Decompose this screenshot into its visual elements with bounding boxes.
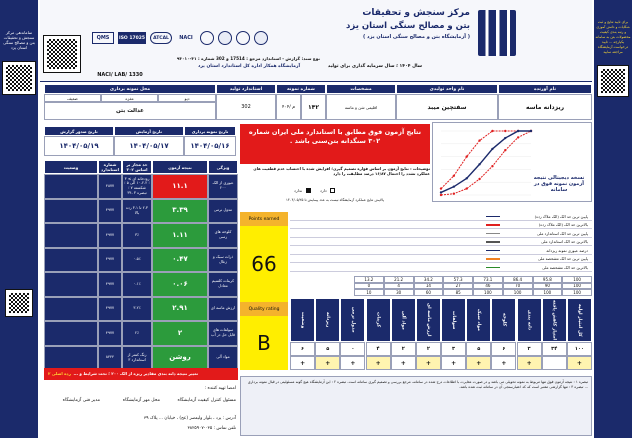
legend-label: پایین ترین حد الک مشخصه ملی xyxy=(537,256,588,261)
chart-point-lower-1 xyxy=(453,193,455,195)
logo-seal-4 xyxy=(254,31,268,45)
sieve-cell: 0 xyxy=(354,283,384,290)
specs-cell: سولفات های قابل حل در آب xyxy=(208,321,238,346)
criteria-header-cell: وضعیت xyxy=(290,298,315,342)
specs-cell xyxy=(44,174,98,199)
header-qr-code[interactable] xyxy=(44,36,80,72)
specs-cell xyxy=(44,223,98,248)
specs-cell: ۲.۹۱ xyxy=(152,297,208,322)
criteria-header-cell: کل امتیاز اولیه xyxy=(567,298,592,342)
result-ok-label: دارد xyxy=(320,188,327,193)
specs-cell xyxy=(44,199,98,224)
sieve-cell: 57.3 xyxy=(443,276,473,283)
chart-point-lower-4 xyxy=(491,165,493,167)
specs-cell: ۳.۳۹ xyxy=(152,199,208,224)
sieve-cell: 70 xyxy=(503,283,533,290)
legend-row xyxy=(290,246,592,255)
legend-label: بالاترین حد الک (الک ملاک رده) xyxy=(538,222,588,227)
points-value: 66 xyxy=(240,226,288,302)
criteria-header-cell: مواد آلی xyxy=(391,298,416,342)
legend-swatch xyxy=(486,233,500,235)
chart-point-lower-3 xyxy=(478,178,480,180)
footer-sig-3: محل مهر آزمایشگاه xyxy=(122,398,160,403)
criteria-score-cell: ۳ xyxy=(517,342,542,356)
criteria-mark-cell xyxy=(542,356,567,370)
chart-panel xyxy=(432,122,592,202)
legend-row xyxy=(290,221,592,230)
specs-cell: ۴۹۷۷ xyxy=(98,223,122,248)
criteria-mark-cell: + xyxy=(416,356,441,370)
legend-row xyxy=(290,263,592,272)
specs-cell: ۳٪ xyxy=(122,223,152,248)
criteria-header-cell: مواد سبک xyxy=(466,298,491,342)
sieve-cell: 13.2 xyxy=(354,276,384,283)
rating-value: B xyxy=(240,316,288,370)
legend-row xyxy=(290,229,592,238)
specs-cell: ۴۸۷۷ xyxy=(98,174,122,199)
footer-address: آدرس : یزد ، بلوار ولیعصر (عج) ، خیابان ... پلاک ۳۹ xyxy=(143,416,236,421)
left-qr-code-2[interactable] xyxy=(6,290,32,316)
info-h-loc: مشخصات xyxy=(326,84,396,94)
specs-cell: ۲٪ xyxy=(122,321,152,346)
info-v-sample-b: ۴۰۴/ م xyxy=(276,94,301,120)
left-panel-text: ساماندهی مرکز سنجش و تحقیقات بتن و مصالح سنگی استان یزد xyxy=(3,30,35,50)
specs-header-cell: حد مجاز بر اساس ۳۰۲ xyxy=(122,160,152,174)
sieve-cell: 100 xyxy=(562,289,592,296)
criteria-score-cell: ۳ xyxy=(441,342,466,356)
result-ok-box[interactable] xyxy=(330,188,335,193)
chart-point-upper-2 xyxy=(466,155,468,157)
chart-point-upper-1 xyxy=(453,175,455,177)
criteria-mark-cell: + xyxy=(517,356,542,370)
chart-point-lower-6 xyxy=(517,136,519,138)
right-qr-code[interactable] xyxy=(598,66,628,96)
footer-notes: تبصره ۱ : نتیجه آزمون فوق تنها مربوط به نمونه تحویلی می باشد و در صورت مغایرت با اطلاعات درج شده در سامانه، مرجع بررسی و تصمیم گیری سامانه است. تبصره ۲ : این آزمایشگاه هیچ گونه مسئولیتی در قبال نمونه برداری ... تبصره ۳ : تنها گزارشی معتبر است که کد اعتبارسنجی آن در سامانه ثبت شده باشد. xyxy=(247,380,588,390)
sieve-cell: 21.2 xyxy=(384,276,414,283)
specs-header-cell: ویژگی xyxy=(208,160,238,174)
criteria-score-cell: ۰ xyxy=(340,342,365,356)
logo-naci: NACI xyxy=(179,35,193,41)
doc-info: نوع سند: گزارش - استاندارد مرجع : 17514 و 302 شماره : ۳۱-۹۳۰۱۰ xyxy=(176,56,320,61)
criteria-header-cell: سولفات xyxy=(441,298,466,342)
specs-cell: کربنات کلسیم معادل xyxy=(208,272,238,297)
result-no-box[interactable] xyxy=(306,188,311,193)
result-no-label: ندارد xyxy=(294,188,303,193)
criteria-header-cell: دانه بندی xyxy=(517,298,542,342)
criteria-mark-cell: + xyxy=(315,356,340,370)
sieve-table xyxy=(354,276,592,296)
sieve-cell: 100 xyxy=(473,289,503,296)
info-place-h3: ضعیف xyxy=(44,94,101,102)
legend-row xyxy=(290,238,592,247)
result-note: توضیحات : نتایج آزمون بر اساس فواره تصمیم گیری؛ افزایش شده با احتساب عدم قطعیت های عملکرد تشدد را اختمال ۱۶/۸۷ درصد مطابقت را دارد xyxy=(253,166,430,176)
criteria-mark-cell: + xyxy=(391,356,416,370)
sieve-cell: 100 xyxy=(533,289,563,296)
specs-cell: ۴۹۷۷ xyxy=(98,297,122,322)
info-h-project: نام آورنده xyxy=(498,84,592,94)
info-table xyxy=(44,84,592,120)
specs-cell: ۱.۱۱ xyxy=(152,223,208,248)
logo-seal-1 xyxy=(200,31,214,45)
sieve-cell: 4 xyxy=(384,283,414,290)
chart-point-lower-2 xyxy=(466,187,468,189)
sieve-cell: 100 xyxy=(503,289,533,296)
legend-table xyxy=(290,212,592,274)
specs-cell: ۲ xyxy=(152,321,208,346)
info-h-seller: نام واحد تولیدی xyxy=(396,84,498,94)
specs-table xyxy=(44,160,238,370)
legend-swatch xyxy=(486,250,500,252)
specs-cell: ۴۹۷۷ xyxy=(98,248,122,273)
criteria-table xyxy=(290,298,592,370)
criteria-mark-cell: + xyxy=(466,356,491,370)
criteria-header-cell: کلوخه xyxy=(491,298,516,342)
footer-phone: تلفن تماس : ۰۳۵-۳۸۲۵۹۰۷ xyxy=(187,426,236,431)
logo-building-icon xyxy=(478,10,516,56)
logo-seal-2 xyxy=(218,31,232,45)
legend-label: پایین ترین حد الک استاندارد ملی xyxy=(536,230,588,236)
specs-cell: ۴۹۷۷ xyxy=(98,199,122,224)
date-h-report: تاریخ صدور گزارش xyxy=(44,126,114,136)
specs-cell: ۲.۳ تا ۳.۱ رده بالا xyxy=(122,199,152,224)
specs-header-cell: وضعیت xyxy=(44,160,98,174)
date-v-sampling: ۱۴۰۴/۰۵/۱۶ xyxy=(184,136,236,156)
sieve-cell: 95.8 xyxy=(533,276,563,283)
legend-label: پایین ترین حد الک (الک ملاک رده) xyxy=(534,213,588,219)
specs-cell: ۰.۱٪ xyxy=(122,272,152,297)
criteria-mark-cell: + xyxy=(290,356,315,370)
sieve-cell: 34.2 xyxy=(414,276,444,283)
accreditation-code: NACI/ LAB/ 1330 xyxy=(97,72,143,78)
sieve-cell: 100 xyxy=(562,283,592,290)
specs-cell: ۰.۰۶ xyxy=(152,272,208,297)
footer-sig-4: مدیر فنی آزمایشگاه xyxy=(62,398,100,403)
chart-point-lower-0 xyxy=(440,194,442,196)
specs-header-cell: نتیجه آزمون xyxy=(152,160,208,174)
specs-cell: ارزش ماسه ای xyxy=(208,297,238,322)
chart-point-upper-3 xyxy=(478,139,480,141)
logo-iso: ISO 17025 xyxy=(118,32,146,44)
info-v-seller: سفتچین میبد xyxy=(396,94,498,120)
chart-point-sample-7 xyxy=(530,130,532,132)
criteria-mark-cell: + xyxy=(491,356,516,370)
info-place-h2: مغزه xyxy=(101,94,158,102)
criteria-mark-cell: + xyxy=(567,356,592,370)
footer-sig-1: امضا تهیه کننده : xyxy=(204,386,236,391)
specs-header-cell: شماره استاندارد xyxy=(98,160,122,174)
criteria-mark-cell: + xyxy=(366,356,391,370)
criteria-header-cell: کربنات xyxy=(366,298,391,342)
info-place-h1: دپو xyxy=(158,94,216,102)
specs-cell: ۰.۵٪ xyxy=(122,248,152,273)
chart-point-sample-6 xyxy=(517,130,519,132)
logo-seal-3 xyxy=(236,31,250,45)
header-title-1: مرکز سنجش و تحقیقات xyxy=(362,8,470,18)
date-h-sampling: تاریخ نمونه برداری xyxy=(184,126,236,136)
sieve-cell: 85 xyxy=(443,289,473,296)
sieve-cell: 10 xyxy=(354,289,384,296)
legend-swatch xyxy=(486,216,500,218)
specs-cell xyxy=(44,297,98,322)
specs-cell: ۳.۲٪ xyxy=(122,297,152,322)
criteria-score-cell: ۶ xyxy=(290,342,315,356)
result-date-note: پالایش نتایج عملکرد آزمایشگاه نیست به عدد پیمایش تا ۱۴۰۴/۰۵/۲۵ xyxy=(286,198,384,202)
left-qr-code[interactable] xyxy=(3,62,35,94)
info-v-project: ریزدانه ماسه xyxy=(498,94,592,120)
criteria-score-cell: ۱۰۰ xyxy=(567,342,592,356)
specs-cell xyxy=(44,272,98,297)
criteria-score-cell: ۴ xyxy=(366,342,391,356)
specs-cell: ۸۴۴۴ xyxy=(98,346,122,371)
legend-swatch xyxy=(486,258,500,260)
specs-cell: ذرات سبک و زغال xyxy=(208,248,238,273)
criteria-score-cell: ۵ xyxy=(466,342,491,356)
chart-point-lower-5 xyxy=(504,149,506,151)
specs-cell xyxy=(44,321,98,346)
grading-chart xyxy=(437,127,587,199)
chart-point-upper-5 xyxy=(504,130,506,132)
sieve-cell: 90 xyxy=(533,283,563,290)
sieve-cell: 27 xyxy=(443,283,473,290)
sieve-cell: 14 xyxy=(414,283,444,290)
chart-point-sample-1 xyxy=(453,185,455,187)
specs-cell: رودخانه ای ≥ ۳ ؛ ۲.۲-۱۰ الی ۵ ؛ شکسته ۷ ؛ تبصره ۳ ،۳۴ xyxy=(122,174,152,199)
specs-cell xyxy=(44,248,98,273)
info-h-std: استاندارد تولید xyxy=(216,84,276,94)
criteria-score-cell: ۲ xyxy=(416,342,441,356)
criteria-header-cell: ارزش ماسه ای xyxy=(416,298,441,342)
date-v-report: ۱۴۰۴/۰۵/۱۹ xyxy=(44,136,114,156)
legend-label: بالاترین حد الک مشخصه ملی xyxy=(542,264,588,270)
legend-swatch xyxy=(486,241,500,243)
info-v-place: عدالت بتن xyxy=(44,102,216,120)
sieve-cell: 60 xyxy=(414,289,444,296)
logo-atcal: ATCAL xyxy=(150,32,172,44)
info-v-std: 302 xyxy=(216,94,276,120)
chart-point-sample-5 xyxy=(504,137,506,139)
chart-point-sample-0 xyxy=(440,191,442,193)
sieve-cell: 86.4 xyxy=(503,276,533,283)
specs-cell: ۱۱.۱ xyxy=(152,174,208,199)
result-title: نتایج آزمون فوق مطابق با استاندارد ملی ایران شماره ۳۰۲ سنگدانه بتن‌سنی باشد . xyxy=(248,128,422,145)
header-title-3: ( آزمایشگاه بتن و مصالح سنگی استان یزد ) xyxy=(363,34,470,40)
sieve-cell: 30 xyxy=(384,289,414,296)
points-label: Points earned xyxy=(240,212,288,226)
legend-swatch xyxy=(486,267,500,269)
footer-sig-2: مسئول کنترل کیفیت آزمایشگاه xyxy=(177,398,236,403)
criteria-header-cell: ریزدانه xyxy=(315,298,340,342)
legend-swatch xyxy=(486,224,500,226)
info-h-sample: شماره نمونه xyxy=(276,84,326,94)
specs-cell: ۴۹۷۷ xyxy=(98,321,122,346)
info-v-sample: ۱۴۲ xyxy=(301,94,326,120)
chart-series-lower xyxy=(441,131,531,195)
specs-cell: کلوخه های رسی xyxy=(208,223,238,248)
chart-series-sample xyxy=(441,131,531,192)
specs-cell xyxy=(44,346,98,371)
chart-point-sample-2 xyxy=(466,177,468,179)
specs-cell: مدول نرمی xyxy=(208,199,238,224)
criteria-score-cell: ۲ xyxy=(391,342,416,356)
specs-cell: مواد آلی xyxy=(208,346,238,371)
specs-cell: ۰.۴۷ xyxy=(152,248,208,273)
specs-warning xyxy=(44,368,238,380)
criteria-header-cell: امتیاز کاهش یافته xyxy=(542,298,567,342)
sieve-cell: 100 xyxy=(562,276,592,283)
chart-point-upper-0 xyxy=(440,187,442,189)
specs-cell: ۴۹۷۷ xyxy=(98,272,122,297)
chart-series-upper xyxy=(441,131,531,189)
chart-point-sample-4 xyxy=(491,148,493,150)
date-h-test: تاریخ آزمایش xyxy=(114,126,184,136)
chart-point-sample-3 xyxy=(478,163,480,165)
criteria-header-cell: مدول نرمی xyxy=(340,298,365,342)
chart-title: نسخه دیجیتالی نتیجه آزمون نمونه فوق در سامانه xyxy=(533,175,585,193)
legend-label: درصد عبوری نمونه ریزدانه xyxy=(546,247,588,253)
criteria-score-cell: ۶ xyxy=(491,342,516,356)
approval-line: آزمایشگاه همکار اداره کل استاندارد استان یزد xyxy=(198,64,300,69)
criteria-score-cell: ۵ xyxy=(315,342,340,356)
legend-label: بالاترین حد الک استاندارد ملی xyxy=(541,239,588,244)
specs-cell: روشن xyxy=(152,346,208,371)
specs-warning-text: تغییر نتیجه دانه بندی مقادیر ریزه از الک ۲۰۰ ؛ تحت شرایط و ... xyxy=(73,371,198,376)
sieve-cell: 46 xyxy=(473,283,503,290)
header-subtitle: سال ۱۴۰۴ ؛ سال سرمایه گذاری برای تولید xyxy=(327,64,423,69)
specs-warning-code: رده اصلی ۲ xyxy=(48,371,71,376)
rating-label: Quality rating xyxy=(240,302,288,316)
criteria-mark-cell: + xyxy=(340,356,365,370)
info-h-place: محل نمونه برداری xyxy=(44,84,216,94)
sieve-cell: 73.1 xyxy=(473,276,503,283)
info-v-loc: اقلیمی شن و ماسه xyxy=(326,94,396,120)
header-title-2: بتن و مصالح سنگی استان یزد xyxy=(346,21,470,31)
specs-cell: رنگ کمتر از استاندارد ۳ xyxy=(122,346,152,371)
criteria-mark-cell: + xyxy=(441,356,466,370)
legend-row xyxy=(290,212,592,221)
specs-cell: عبوری از الک ۲۰۰ xyxy=(208,174,238,199)
logo-qms: QMS xyxy=(92,32,114,44)
date-v-test: ۱۴۰۴/۰۵/۱۷ xyxy=(114,136,184,156)
chart-point-upper-4 xyxy=(491,130,493,132)
criteria-score-cell: ۳۴ xyxy=(542,342,567,356)
right-panel-text: برای تایید نتایج و ثبت شکایات و دانش آموزی و رتبه بندی کیفیت محصولات بتن به سامانه یکپارچه ... تایید درخواست آزمایشگاه مراجعه نمایید xyxy=(595,20,631,54)
legend-row xyxy=(290,255,592,264)
